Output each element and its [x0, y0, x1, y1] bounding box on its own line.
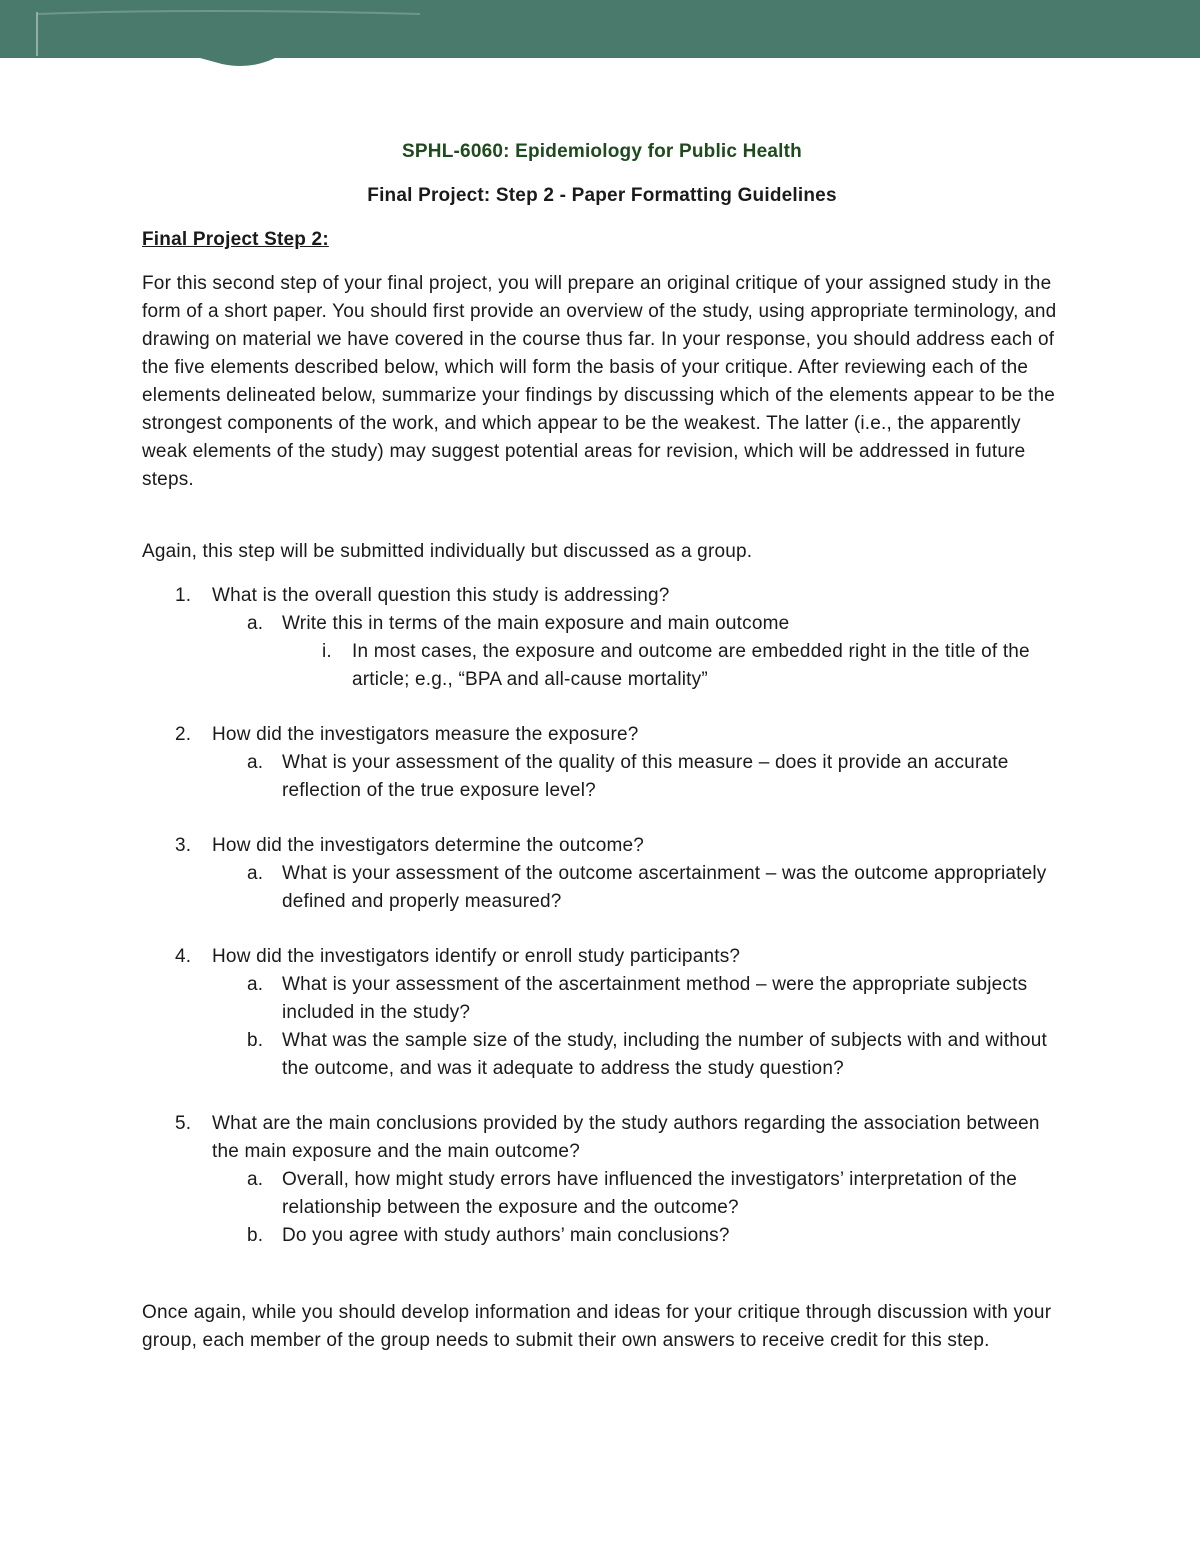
sub-question [212, 1027, 1062, 1083]
sub-question-text: What is your assessment of the outcome ascertainment – was the outcome appropriately defined and properly measured? [282, 863, 1047, 912]
sub-question-text: What is your assessment of the quality of this measure – does it provide an accurate reflection of the true exposure level? [282, 752, 1009, 801]
document-page [142, 138, 1062, 1355]
sub-question-text: Overall, how might study errors have influenced the investigators’ interpretation of the relationship between the exposure and the outcome? [282, 1169, 1018, 1218]
question-number: 2. [175, 724, 192, 745]
header-banner-shape [0, 0, 1200, 66]
sub-sub-question-text: In most cases, the exposure and outcome are embedded right in the title of the article; e.g., “BPA and all-cause mortality” [352, 641, 1030, 690]
sub-question [212, 860, 1062, 916]
sub-question [212, 1166, 1062, 1222]
sub-question-letter: a. [247, 1169, 264, 1190]
sub-question-letter: b. [247, 1030, 264, 1051]
sub-question-text: Write this in terms of the main exposure and main outcome [282, 613, 790, 634]
intro-paragraph: For this second step of your final project, you will prepare an original critique of your assigned study in the form of a short paper. You should first provide an overview of the study, using appropriate terminology, and drawing on material we have covered in the course thus far. In your response, you should address each of the five elements described below, which will form the basis of your critique. After reviewing each of the elements delineated below, summarize your findings by discussing which of the elements appear to be the strongest components of the work, and which appear to be the weakest. The latter (i.e., the apparently weak elements of the study) may suggest potential areas for revision, which will be addressed in future steps. [142, 273, 1057, 490]
header-banner [0, 0, 1200, 70]
question-list [142, 582, 1062, 1250]
sub-question-letter: a. [247, 752, 264, 773]
question-item [142, 943, 1062, 1083]
question-item [142, 1110, 1062, 1250]
sub-question [212, 971, 1062, 1027]
question-item [142, 721, 1062, 805]
question-item [142, 582, 1062, 694]
sub-question-letter: a. [247, 863, 264, 884]
course-title: SPHL-6060: Epidemiology for Public Health [402, 141, 802, 162]
section-heading: Final Project Step 2: [142, 229, 329, 250]
document-title: Final Project: Step 2 - Paper Formatting Guidelines [367, 185, 837, 206]
sub-question-text: Do you agree with study authors’ main conclusions? [282, 1225, 730, 1246]
question-text: How did the investigators measure the exposure? [212, 724, 639, 745]
question-number: 1. [175, 585, 192, 606]
sub-sub-question-numeral: i. [322, 641, 332, 662]
question-text: What are the main conclusions provided by the study authors regarding the association between the main exposure and the main outcome? [212, 1113, 1040, 1162]
sub-question-letter: a. [247, 974, 264, 995]
question-number: 4. [175, 946, 192, 967]
sub-question-letter: b. [247, 1225, 264, 1246]
question-text: How did the investigators identify or enroll study participants? [212, 946, 741, 967]
closing-paragraph: Once again, while you should develop information and ideas for your critique through discussion with your group, each member of the group needs to submit their own answers to receive credit for this step. [142, 1302, 1052, 1351]
sub-question [212, 610, 1062, 694]
question-text: How did the investigators determine the outcome? [212, 835, 645, 856]
sub-question-letter: a. [247, 613, 264, 634]
sub-question [212, 1222, 1062, 1250]
question-item [142, 832, 1062, 916]
sub-question-text: What is your assessment of the ascertainment method – were the appropriate subjects included in the study? [282, 974, 1028, 1023]
question-number: 5. [175, 1113, 192, 1134]
question-number: 3. [175, 835, 192, 856]
sub-sub-question [282, 638, 1062, 694]
again-paragraph: Again, this step will be submitted individually but discussed as a group. [142, 541, 753, 562]
sub-question-text: What was the sample size of the study, including the number of subjects with and without the outcome, and was it adequate to address the study question? [282, 1030, 1047, 1079]
question-text: What is the overall question this study is addressing? [212, 585, 670, 606]
sub-question [212, 749, 1062, 805]
